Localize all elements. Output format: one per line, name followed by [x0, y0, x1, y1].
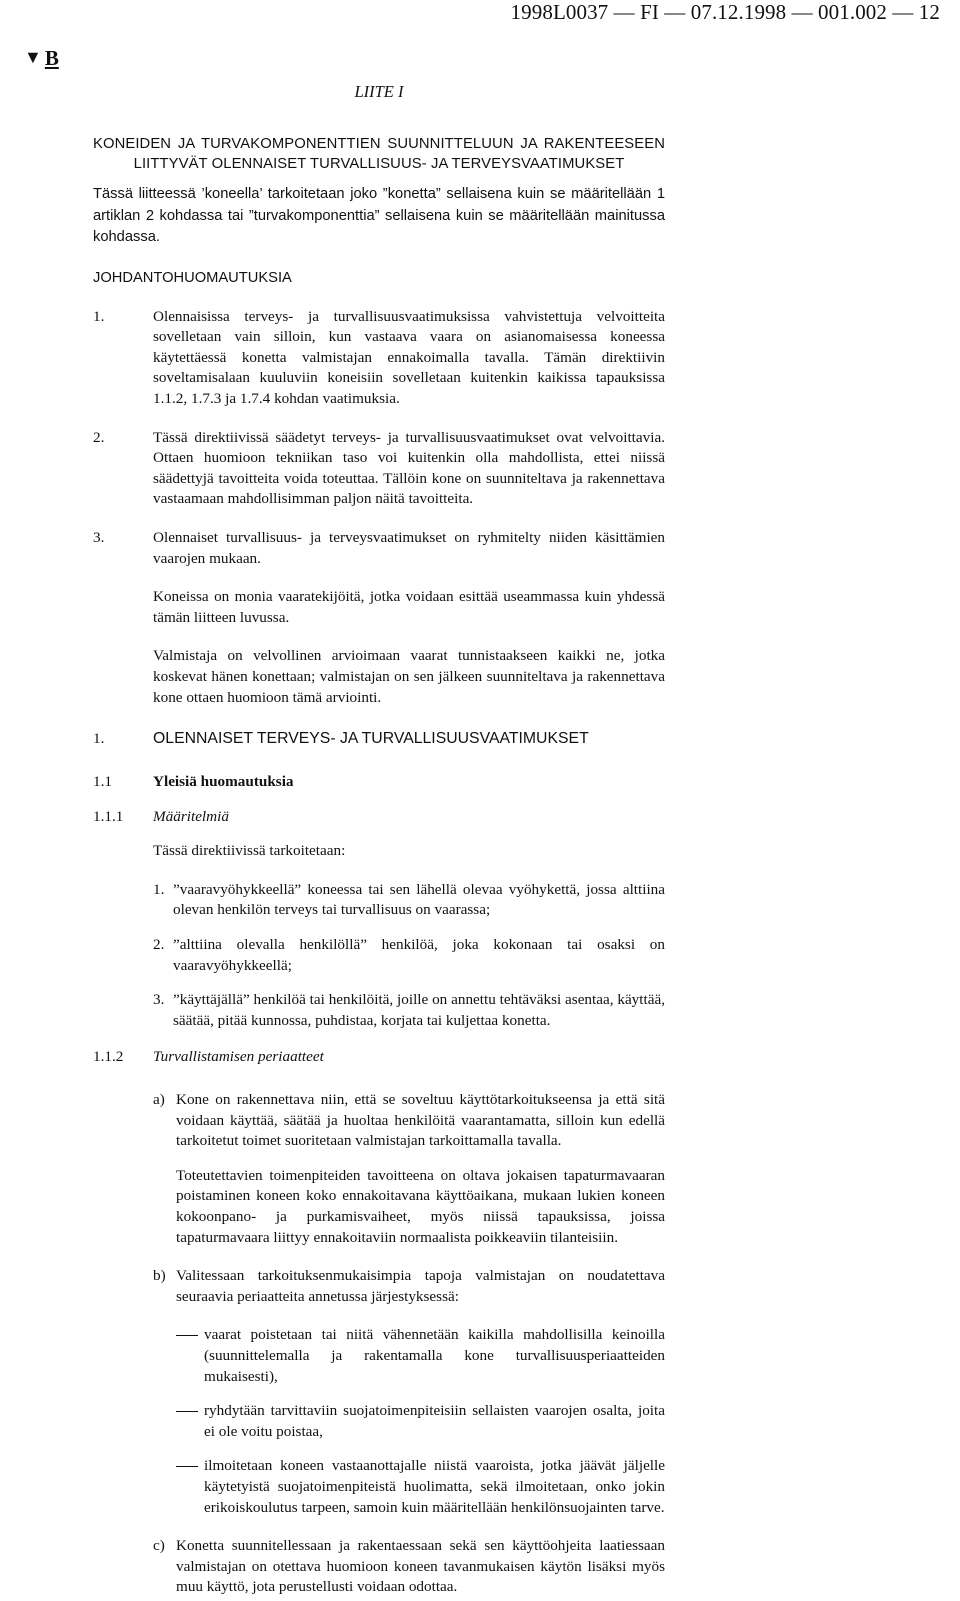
definition-number: 3.: [153, 991, 165, 1009]
principle-label: a): [153, 1091, 165, 1109]
item-number: 2.: [93, 428, 105, 446]
principle-b-dash-2: [176, 1401, 665, 1442]
section-1-1-2-heading: [93, 1047, 665, 1068]
preliminary-paragraph-3b: Koneissa on monia vaaratekijöitä, jotka voidaan esittää useammassa kuin yhdessä tämän liitteen luvussa.: [153, 588, 665, 626]
principle-c: [153, 1536, 665, 1598]
principle-b-dash-1: [176, 1325, 665, 1387]
principle-label: b): [153, 1267, 166, 1285]
principle-b-dash-3: [176, 1456, 665, 1518]
section-title: Turvallistamisen periaatteet: [153, 1048, 324, 1066]
dash-marker: [176, 1325, 204, 1387]
item-text: Tässä direktiivissä säädetyt terveys- ja turvallisuusvaatimukset ovat velvoittavia. Ottaen huomioon tekniikan taso voi kuitenkin olla mahdollista, ettei niissä säädettyjä tavoitteita voida toteuttaa. Tällöin kone on suunniteltava ja rakennettava vastaamaan mahdollisimman paljon näitä tavoitteita.: [153, 428, 665, 508]
definitions-lead: Tässä direktiivissä tarkoitetaan:: [153, 842, 346, 860]
item-text: Olennaisissa terveys- ja turvallisuusvaatimuksissa vahvistettuja velvoitteita sovelletaan vain silloin, kun vastaava vaara on asianomaisessa koneessa käytettäessä konetta valmistajan ennakoimalla tavalla. Tämän direktiivin soveltamisalaan kuuluviin koneisiin sovelletaan kuitenkin kaikissa tapauksissa 1.1.2, 1.7.3 ja 1.7.4 kohdan vaatimuksia.: [153, 307, 665, 407]
section-number: 1.: [93, 730, 105, 748]
definition-item-3: [153, 990, 665, 1031]
dash-text: vaarat poistetaan tai niitä vähennetään kaikilla mahdollisilla keinoilla (suunnittelemalla ja rakentamalla kone turvallisuusperiaatteiden mukaisesti),: [204, 1326, 665, 1385]
preliminary-item-3: [93, 528, 665, 569]
dash-marker: [176, 1456, 204, 1518]
dash-text: ilmoitetaan koneen vastaanottajalle niistä vaaroista, jotka jäävät jäljelle käytetyistä suojatoimenpiteistä huolimatta, sekä ilmoitetaan, onko jokin erikoiskoulutus tarpeen, samoin kuin määritellään henkilönsuojainten tarve.: [204, 1457, 665, 1516]
preliminary-paragraph-3c: Valmistaja on velvollinen arvioimaan vaarat tunnistaakseen kaikki ne, jotka koskevat hänen konettaan; valmistajan on sen jälkeen suunniteltava ja rakennettava kone ottaen huomioon tämä arviointi.: [153, 647, 665, 706]
section-number: 1.1.1: [93, 807, 124, 825]
principle-label: c): [153, 1537, 165, 1555]
definition-item-1: [153, 880, 665, 921]
section-title: OLENNAISET TERVEYS- JA TURVALLISUUSVAATIMUKSET: [153, 730, 589, 748]
section-number: 1.1.2: [93, 1048, 124, 1066]
dash-marker: [176, 1401, 204, 1442]
document-body: [93, 73, 665, 1598]
definition-text: ”vaaravyöhykkeellä” koneessa tai sen lähellä olevaa vyöhykettä, jossa alttiina olevan henkilön terveys tai turvallisuus on vaarassa;: [173, 880, 665, 919]
principle-text: Valitessaan tarkoituksenmukaisimpia tapoja valmistajan on noudatettava seuraavia periaatteita annetussa järjestyksessä:: [176, 1267, 665, 1305]
definition-text: ”alttiina olevalla henkilöllä” henkilöä, joka kokonaan tai osaksi on vaaravyöhykkeellä;: [173, 936, 665, 974]
definition-text: ”käyttäjällä” henkilöä tai henkilöitä, joille on annettu tehtäväksi asentaa, käyttää, säätää, pitää kunnossa, puhdistaa, korjata tai kuljettaa konetta.: [173, 991, 665, 1029]
main-heading: KONEIDEN JA TURVAKOMPONENTTIEN SUUNNITTELUUN JA RAKENTEESEEN LIITTYVÄT OLENNAISET TURVALLISUUS- JA TERVEYSVAATIMUKSET: [93, 135, 665, 172]
preliminary-heading: JOHDANTOHUOMAUTUKSIA: [93, 270, 292, 287]
principle-text: Kone on rakennettava niin, että se soveltuu käyttötarkoitukseensa ja että sitä voidaan käyttää, säätää ja huoltaa henkilöitä vaarantamatta, silloin kun edellä tarkoitetut toimet suoritetaan valmistajan tarkoittamalla tavalla.: [176, 1091, 665, 1150]
section-1-heading: [93, 728, 665, 750]
annex-title: LIITE I: [354, 82, 404, 101]
triangle-down-icon: ▼: [24, 47, 42, 67]
section-title: Yleisiä huomautuksia: [153, 773, 294, 791]
principle-a-subparagraph: Toteutettavien toimenpiteiden tavoitteena on oltava jokaisen tapaturmavaaran poistaminen koneen koko ennakoitavana käyttöaikana, mukaan lukien koneen kokoonpano- ja purkamisvaiheet, myös niissä tapauksissa, joissa tapaturmavaara liittyy ennakoitaviin normaalista poikkeaviin tilanteisiin.: [176, 1166, 665, 1246]
definition-item-2: [153, 935, 665, 976]
item-number: 3.: [93, 528, 105, 546]
preliminary-item-1: [93, 307, 665, 410]
principle-b: [153, 1266, 665, 1307]
item-text: Olennaiset turvallisuus- ja terveysvaatimukset on ryhmitelty niiden käsittämien vaarojen mukaan.: [153, 528, 665, 567]
definition-number: 1.: [153, 880, 165, 898]
preliminary-item-2: [93, 428, 665, 510]
running-header: 1998L0037 — FI — 07.12.1998 — 001.002 — 12: [510, 0, 940, 24]
section-title: Määritelmiä: [153, 807, 229, 825]
marker-letter: B: [44, 46, 59, 70]
dash-text: ryhdytään tarvittaviin suojatoimenpiteisiin sellaisten vaarojen osalta, joita ei ole voitu poistaa,: [204, 1402, 665, 1440]
section-1-1-heading: [93, 772, 665, 793]
amendment-marker: [24, 48, 59, 69]
section-number: 1.1: [93, 773, 112, 791]
section-1-1-1-heading: [93, 807, 665, 828]
definition-number: 2.: [153, 936, 165, 954]
intro-paragraph: Tässä liitteessä ’koneella’ tarkoitetaan joko ”konetta” sellaisena kuin se määritellään 1 artiklan 2 kohdassa tai ”turvakomponenttia” sellaisena kuin se määritellään mainitussa kohdassa.: [93, 186, 665, 245]
principle-a: [153, 1090, 665, 1152]
item-number: 1.: [93, 307, 105, 325]
principle-text: Konetta suunnitellessaan ja rakentaessaan sekä sen käyttöohjeita laatiessaan valmistajan on otettava huomioon koneen tavanmukaisen käytön lisäksi myös muu käyttö, jota perustellusti voidaan odottaa.: [176, 1537, 665, 1596]
